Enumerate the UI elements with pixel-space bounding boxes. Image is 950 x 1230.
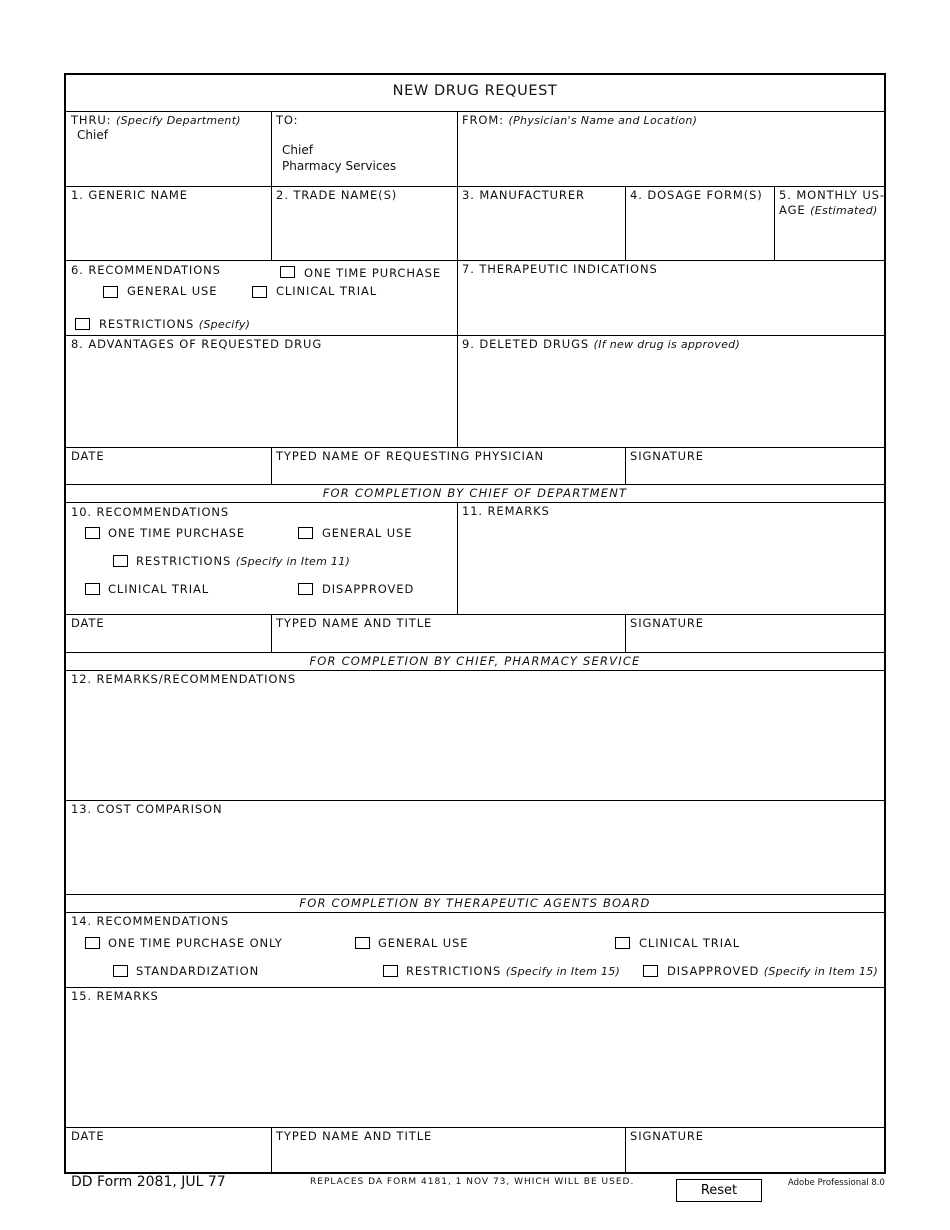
form-title: NEW DRUG REQUEST	[392, 83, 558, 99]
sig2-signature-field[interactable]	[626, 630, 884, 652]
sig1-signature-label: SIGNATURE	[630, 449, 704, 463]
therapeutic-indications-field[interactable]	[458, 276, 884, 335]
manufacturer-field[interactable]	[458, 187, 625, 260]
reset-button[interactable]: Reset	[676, 1179, 762, 1202]
item14-standardization-checkbox[interactable]	[113, 965, 128, 977]
item13-label: 13. COST COMPARISON	[71, 802, 223, 816]
item12-remarks-field[interactable]	[66, 686, 884, 800]
divider	[66, 987, 884, 988]
from-hint: (Physician's Name and Location)	[508, 114, 698, 127]
item6-restrictions-hint: (Specify)	[198, 318, 251, 331]
item14-clinical-trial-label: CLINICAL TRIAL	[639, 936, 741, 950]
sig1-name-field[interactable]	[272, 463, 625, 484]
item14-disapproved-hint: (Specify in Item 15)	[763, 965, 879, 978]
divider	[66, 652, 884, 653]
sig3-signature-field[interactable]	[626, 1143, 884, 1172]
item10-restrictions-hint: (Specify in Item 11)	[235, 555, 351, 568]
item10-restrictions-checkbox[interactable]	[113, 555, 128, 567]
thru-label	[71, 113, 241, 128]
item10-clinical-trial-label: CLINICAL TRIAL	[108, 582, 210, 596]
advantages-field[interactable]	[66, 351, 457, 447]
new-drug-request-form	[64, 73, 886, 1174]
item10-general-use-label: GENERAL USE	[322, 526, 413, 540]
item6-restrictions-text: RESTRICTIONS	[99, 317, 195, 331]
item14-one-time-purchase-only-label: ONE TIME PURCHASE ONLY	[108, 936, 283, 950]
item10-restrictions-label	[136, 554, 350, 569]
trade-names-field[interactable]	[272, 187, 457, 260]
form-id: DD Form 2081, JUL 77	[71, 1174, 226, 1190]
divider	[66, 614, 884, 615]
divider	[66, 912, 884, 913]
sig3-date-field[interactable]	[66, 1143, 271, 1172]
deleted-drugs-field[interactable]	[458, 351, 884, 447]
item6-general-use-label: GENERAL USE	[127, 284, 218, 298]
item6-one-time-purchase-checkbox[interactable]	[280, 266, 295, 278]
monthly-usage-hint: (Estimated)	[810, 204, 878, 217]
divider	[66, 447, 884, 448]
item6-label: 6. RECOMMENDATIONS	[71, 263, 221, 277]
item14-general-use-checkbox[interactable]	[355, 937, 370, 949]
generic-name-field[interactable]	[66, 187, 271, 260]
item10-one-time-purchase-checkbox[interactable]	[85, 527, 100, 539]
item14-disapproved-checkbox[interactable]	[643, 965, 658, 977]
item14-general-use-label: GENERAL USE	[378, 936, 469, 950]
item6-one-time-purchase-label: ONE TIME PURCHASE	[304, 266, 442, 280]
section-dept-heading: FOR COMPLETION BY CHIEF OF DEPARTMENT	[322, 486, 628, 500]
item14-restrictions-text: RESTRICTIONS	[406, 964, 502, 978]
item6-general-use-checkbox[interactable]	[103, 286, 118, 298]
cost-comparison-field[interactable]	[66, 816, 884, 894]
software-note: Adobe Professional 8.0	[788, 1178, 885, 1188]
item10-clinical-trial-checkbox[interactable]	[85, 583, 100, 595]
divider	[66, 335, 884, 336]
sig1-signature-field[interactable]	[626, 463, 884, 484]
item14-disapproved-label	[667, 964, 878, 979]
thru-hint: (Specify Department)	[116, 114, 241, 127]
generic-name-label: 1. GENERIC NAME	[71, 188, 188, 202]
sig1-date-field[interactable]	[66, 463, 271, 484]
item10-one-time-purchase-label: ONE TIME PURCHASE	[108, 526, 246, 540]
divider	[66, 502, 884, 503]
to-value-line1[interactable]: Chief	[282, 143, 313, 157]
divider	[66, 484, 884, 485]
divider	[66, 894, 884, 895]
item9-hint: (If new drug is approved)	[593, 338, 741, 351]
divider	[66, 1127, 884, 1128]
sig2-signature-label: SIGNATURE	[630, 616, 704, 630]
item14-one-time-purchase-only-checkbox[interactable]	[85, 937, 100, 949]
section-board-heading: FOR COMPLETION BY THERAPEUTIC AGENTS BOARD	[299, 896, 651, 910]
item15-label: 15. REMARKS	[71, 989, 159, 1003]
trade-names-label: 2. TRADE NAME(S)	[276, 188, 398, 202]
item10-restrictions-text: RESTRICTIONS	[136, 554, 232, 568]
item10-general-use-checkbox[interactable]	[298, 527, 313, 539]
divider	[66, 800, 884, 801]
sig1-date-label: DATE	[71, 449, 105, 463]
item14-standardization-label: STANDARDIZATION	[136, 964, 260, 978]
monthly-usage-field[interactable]	[775, 217, 884, 260]
replaces-note: REPLACES DA FORM 4181, 1 NOV 73, WHICH WILL BE USED.	[310, 1177, 635, 1187]
thru-label-text: THRU:	[71, 113, 112, 127]
item14-restrictions-hint: (Specify in Item 15)	[505, 965, 621, 978]
item6-clinical-trial-label: CLINICAL TRIAL	[276, 284, 378, 298]
monthly-usage-label-line2	[779, 203, 878, 218]
item9-label	[462, 337, 740, 352]
item11-label: 11. REMARKS	[462, 504, 550, 518]
monthly-usage-age-text: AGE	[779, 203, 806, 217]
to-label: TO:	[276, 113, 299, 127]
divider	[66, 260, 884, 261]
item14-restrictions-checkbox[interactable]	[383, 965, 398, 977]
from-field[interactable]	[458, 112, 884, 186]
to-value-line2[interactable]: Pharmacy Services	[282, 159, 397, 173]
item7-label: 7. THERAPEUTIC INDICATIONS	[462, 262, 658, 276]
item11-remarks-field[interactable]	[458, 518, 884, 614]
divider	[66, 670, 884, 671]
manufacturer-label: 3. MANUFACTURER	[462, 188, 585, 202]
item15-remarks-field[interactable]	[66, 1003, 884, 1127]
item14-restrictions-label	[406, 964, 620, 979]
sig2-name-label: TYPED NAME AND TITLE	[276, 616, 433, 630]
sig2-date-field[interactable]	[66, 630, 271, 652]
item8-label: 8. ADVANTAGES OF REQUESTED DRUG	[71, 337, 323, 351]
sig3-signature-label: SIGNATURE	[630, 1129, 704, 1143]
sig1-name-label: TYPED NAME OF REQUESTING PHYSICIAN	[276, 449, 545, 463]
item14-label: 14. RECOMMENDATIONS	[71, 914, 230, 928]
thru-value[interactable]: Chief	[77, 128, 108, 142]
sig2-name-field[interactable]	[272, 630, 625, 652]
section-pharmacy-heading: FOR COMPLETION BY CHIEF, PHARMACY SERVICE	[309, 654, 641, 668]
sig3-name-label: TYPED NAME AND TITLE	[276, 1129, 433, 1143]
item10-disapproved-label: DISAPPROVED	[322, 582, 415, 596]
from-label-text: FROM:	[462, 113, 504, 127]
dosage-forms-label: 4. DOSAGE FORM(S)	[630, 188, 763, 202]
dosage-forms-field[interactable]	[626, 187, 774, 260]
item12-label: 12. REMARKS/RECOMMENDATIONS	[71, 672, 297, 686]
sig3-name-field[interactable]	[272, 1143, 625, 1172]
item14-disapproved-text: DISAPPROVED	[667, 964, 760, 978]
item14-clinical-trial-checkbox[interactable]	[615, 937, 630, 949]
sig3-date-label: DATE	[71, 1129, 105, 1143]
item6-restrictions-label	[99, 317, 250, 332]
item9-label-text: 9. DELETED DRUGS	[462, 337, 590, 351]
monthly-usage-label-line1: 5. MONTHLY US-	[779, 188, 885, 202]
sig2-date-label: DATE	[71, 616, 105, 630]
item6-clinical-trial-checkbox[interactable]	[252, 286, 267, 298]
item6-restrictions-checkbox[interactable]	[75, 318, 90, 330]
item10-disapproved-checkbox[interactable]	[298, 583, 313, 595]
item10-label: 10. RECOMMENDATIONS	[71, 505, 230, 519]
